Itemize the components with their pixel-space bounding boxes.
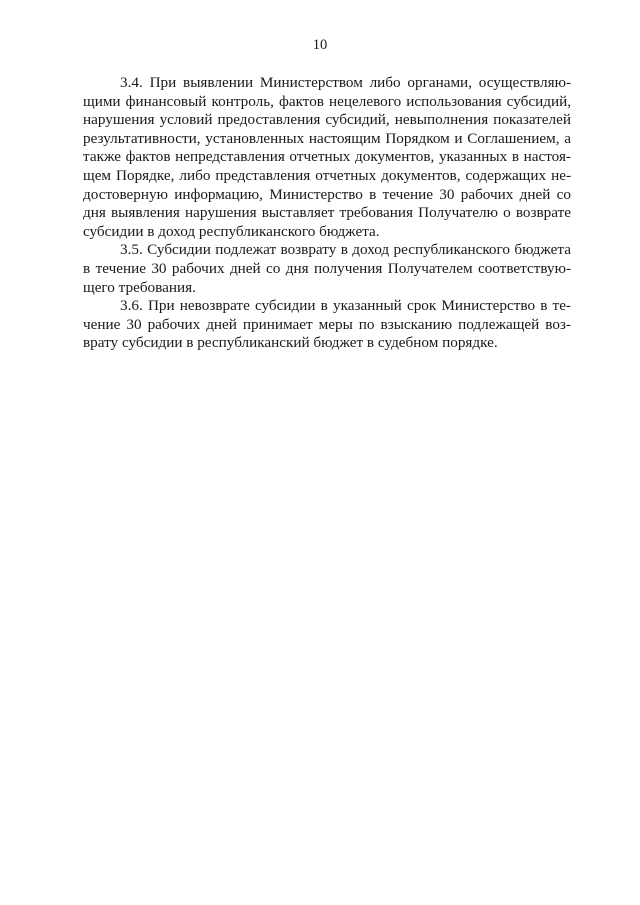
paragraph-line: щем Порядке, либо представления отчетных документов, содержащих не-	[83, 166, 571, 184]
paragraph-line: 3.5. Субсидии подлежат возврату в доход республиканского бюджета	[120, 241, 571, 259]
paragraph-line: нарушения условий предоставления субсидий, невыполнения показателей	[83, 111, 571, 129]
page-number: 10	[312, 37, 328, 53]
paragraph-line: дня выявления нарушения выставляет требования Получателю о возврате	[83, 204, 571, 222]
paragraph-line: субсидии в доход республиканского бюджета.	[83, 222, 380, 240]
paragraph-line: в течение 30 рабочих дней со дня получения Получателем соответствую-	[83, 259, 571, 277]
paragraph-line: результативности, установленных настоящим Порядком и Соглашением, а	[83, 129, 571, 147]
paragraph-line: 3.6. При невозврате субсидии в указанный срок Министерство в те-	[120, 297, 571, 315]
paragraph-3-5	[83, 241, 571, 297]
paragraph-3-6	[83, 297, 571, 353]
paragraph-line: щими финансовый контроль, фактов нецелевого использования субсидий,	[83, 92, 571, 110]
paragraph-line: чение 30 рабочих дней принимает меры по взысканию подлежащей воз-	[83, 315, 571, 333]
paragraph-line: также фактов непредставления отчетных документов, указанных в настоя-	[83, 148, 571, 166]
paragraph-line: достоверную информацию, Министерство в течение 30 рабочих дней со	[83, 185, 571, 203]
document-body	[83, 74, 571, 353]
paragraph-3-4	[83, 74, 571, 241]
paragraph-line: щего требования.	[83, 278, 196, 296]
paragraph-line: 3.4. При выявлении Министерством либо органами, осуществляю-	[120, 74, 571, 91]
paragraph-line: врату субсидии в республиканский бюджет в судебном порядке.	[83, 334, 498, 352]
